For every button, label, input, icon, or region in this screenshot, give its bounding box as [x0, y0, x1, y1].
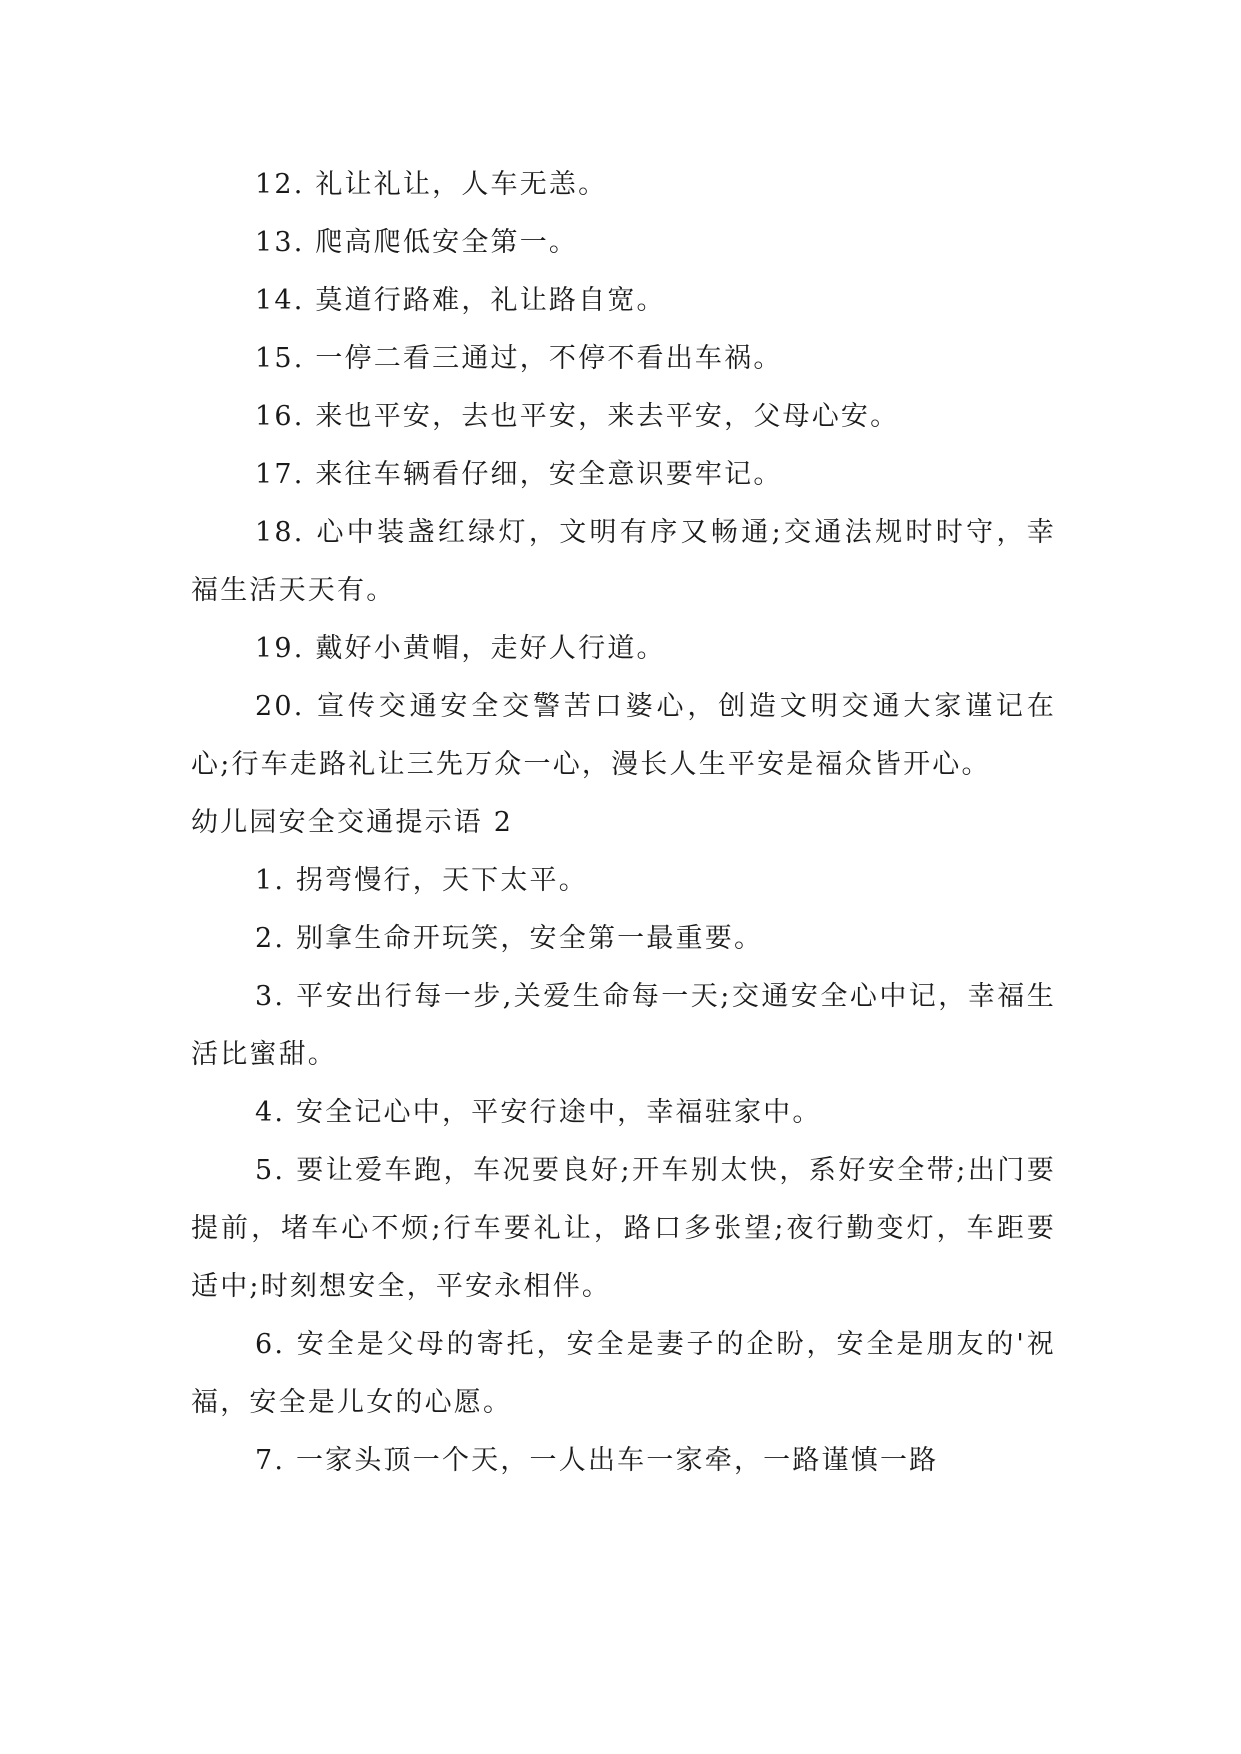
- list-item-20: 20. 宣传交通安全交警苦口婆心，创造文明交通大家谨记在心;行车走路礼让三先万众一心，漫长人生平安是福众皆开心。: [191, 691, 1056, 780]
- list-item-16: 16. 来也平安，去也平安，来去平安，父母心安。: [255, 401, 900, 432]
- list-item-1: 1. 拐弯慢行，天下太平。: [255, 865, 588, 896]
- list-item-5: 5. 要让爱车跑，车况要良好;开车别太快，系好安全带;出门要提前，堵车心不烦;行车要礼让，路口多张望;夜行勤变灯，车距要适中;时刻想安全，平安永相伴。: [191, 1155, 1056, 1302]
- list-item-13: 13. 爬高爬低安全第一。: [255, 227, 579, 258]
- list-item-12: 12. 礼让礼让，人车无恙。: [255, 169, 608, 200]
- section-heading: 幼儿园安全交通提示语 2: [191, 807, 514, 838]
- list-item-14: 14. 莫道行路难，礼让路自宽。: [255, 285, 666, 316]
- list-item-2: 2. 别拿生命开玩笑，安全第一最重要。: [255, 923, 764, 954]
- list-item-17: 17. 来往车辆看仔细，安全意识要牢记。: [255, 459, 783, 490]
- document-body: [191, 156, 1056, 1490]
- list-item-3: 3. 平安出行每一步,关爱生命每一天;交通安全心中记，幸福生活比蜜甜。: [191, 981, 1056, 1070]
- list-item-6: 6. 安全是父母的寄托，安全是妻子的企盼，安全是朋友的'祝福，安全是儿女的心愿。: [191, 1329, 1056, 1418]
- list-item-15: 15. 一停二看三通过，不停不看出车祸。: [255, 343, 783, 374]
- list-item-19: 19. 戴好小黄帽，走好人行道。: [255, 633, 666, 664]
- list-item-4: 4. 安全记心中，平安行途中，幸福驻家中。: [255, 1097, 822, 1128]
- list-item-7: 7. 一家头顶一个天，一人出车一家牵，一路谨慎一路: [255, 1445, 939, 1476]
- list-item-18: 18. 心中装盏红绿灯，文明有序又畅通;交通法规时时守，幸福生活天天有。: [191, 517, 1056, 606]
